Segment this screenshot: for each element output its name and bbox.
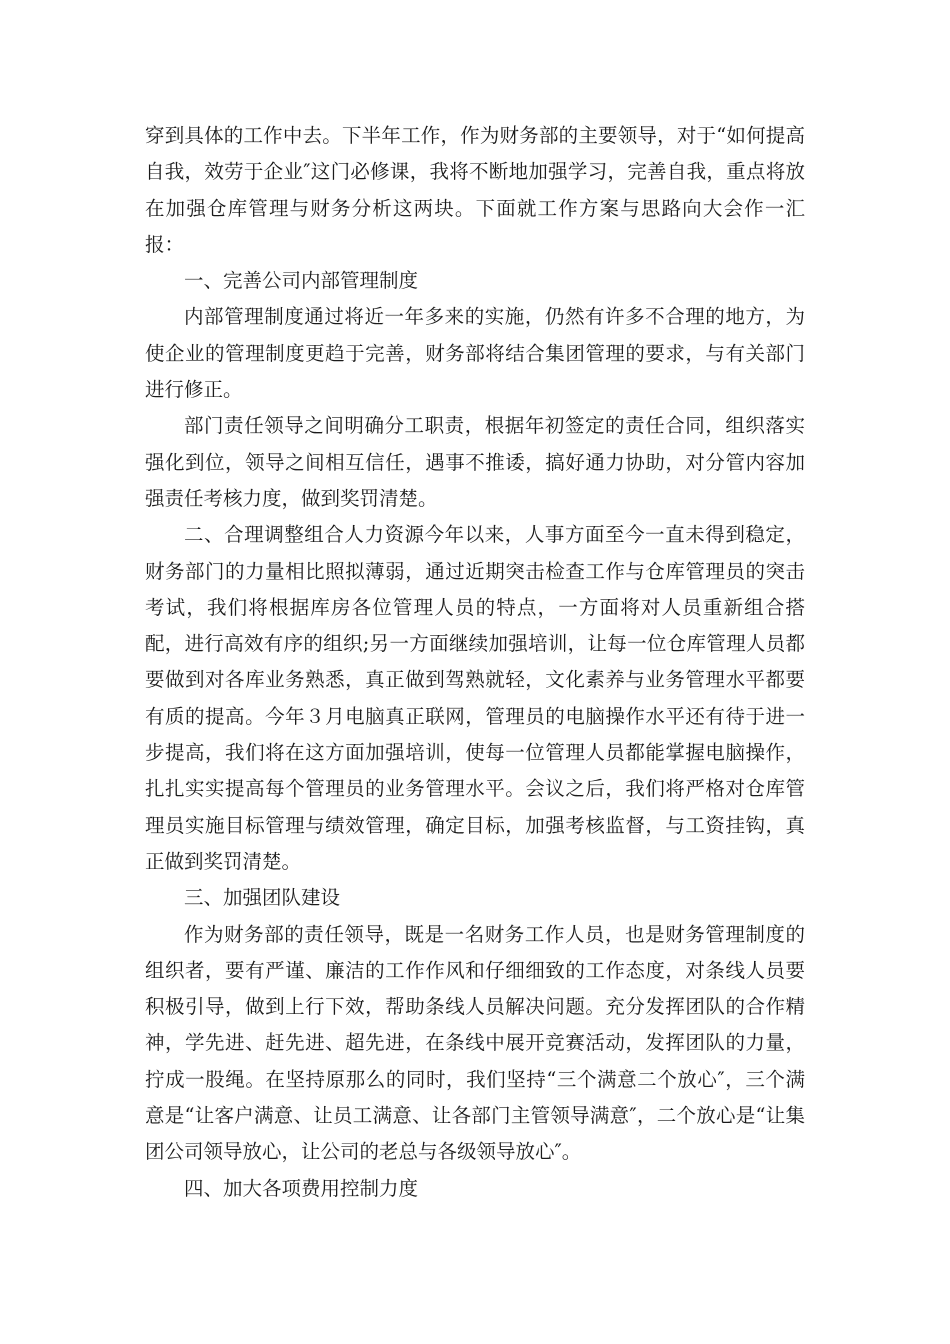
document-body [145, 118, 805, 1207]
paragraph-3: 作为财务部的责任领导，既是一名财务工作人员，也是财务管理制度的组织者，要有严谨、廉洁的工作作风和仔细细致的工作态度，对条线人员要积极引导，做到上行下效，帮助条线人员解决问题。充分发挥团队的合作精神，学先进、赶先进、超先进，在条线中展开竞赛活动，发挥团队的力量，拧成一股绳。在坚持原那么的同时，我们坚持“三个满意二个放心″，三个满意是“让客户满意、让员工满意、让各部门主管领导满意″，二个放心是“让集团公司领导放心，让公司的老总与各级领导放心″。 [145, 922, 805, 1164]
paragraph-2: 二、合理调整组合人力资源今年以来，人事方面至今一直未得到稳定，财务部门的力量相比照拟薄弱，通过近期突击检查工作与仓库管理员的突击考试，我们将根据库房各位管理人员的特点，一方面将对人员重新组合搭配，进行高效有序的组织;另一方面继续加强培训，让每一位仓库管理人员都要做到对各库业务熟悉，真正做到驾熟就轻，文化素养与业务管理水平都要有质的提高。今年３月电脑真正联网，管理员的电脑操作水平还有待于进一步提高，我们将在这方面加强培训，使每一位管理人员都能掌握电脑操作，扎扎实实提高每个管理员的业务管理水平。会议之后，我们将严格对仓库管理员实施目标管理与绩效管理，确定目标，加强考核监督，与工资挂钩，真正做到奖罚清楚。 [145, 523, 805, 873]
section-heading-4: 四、加大各项费用控制力度 [184, 1176, 419, 1200]
paragraph-intro-continuation: 穿到具体的工作中去。下半年工作，作为财务部的主要领导，对于“如何提高自我，效劳于企业″这门必修课，我将不断地加强学习，完善自我，重点将放在加强仓库管理与财务分析这两块。下面就工作方案与思路向大会作一汇报： [145, 124, 805, 256]
paragraph-1a: 内部管理制度通过将近一年多来的实施，仍然有许多不合理的地方，为使企业的管理制度更趋于完善，财务部将结合集团管理的要求，与有关部门进行修正。 [145, 305, 805, 402]
section-heading-3: 三、加强团队建设 [184, 886, 341, 910]
paragraph-1b: 部门责任领导之间明确分工职责，根据年初签定的责任合同，组织落实强化到位，领导之间相互信任，遇事不推诿，搞好通力协助，对分管内容加强责任考核力度，做到奖罚清楚。 [145, 414, 805, 510]
section-heading-1: 一、完善公司内部管理制度 [184, 269, 419, 293]
